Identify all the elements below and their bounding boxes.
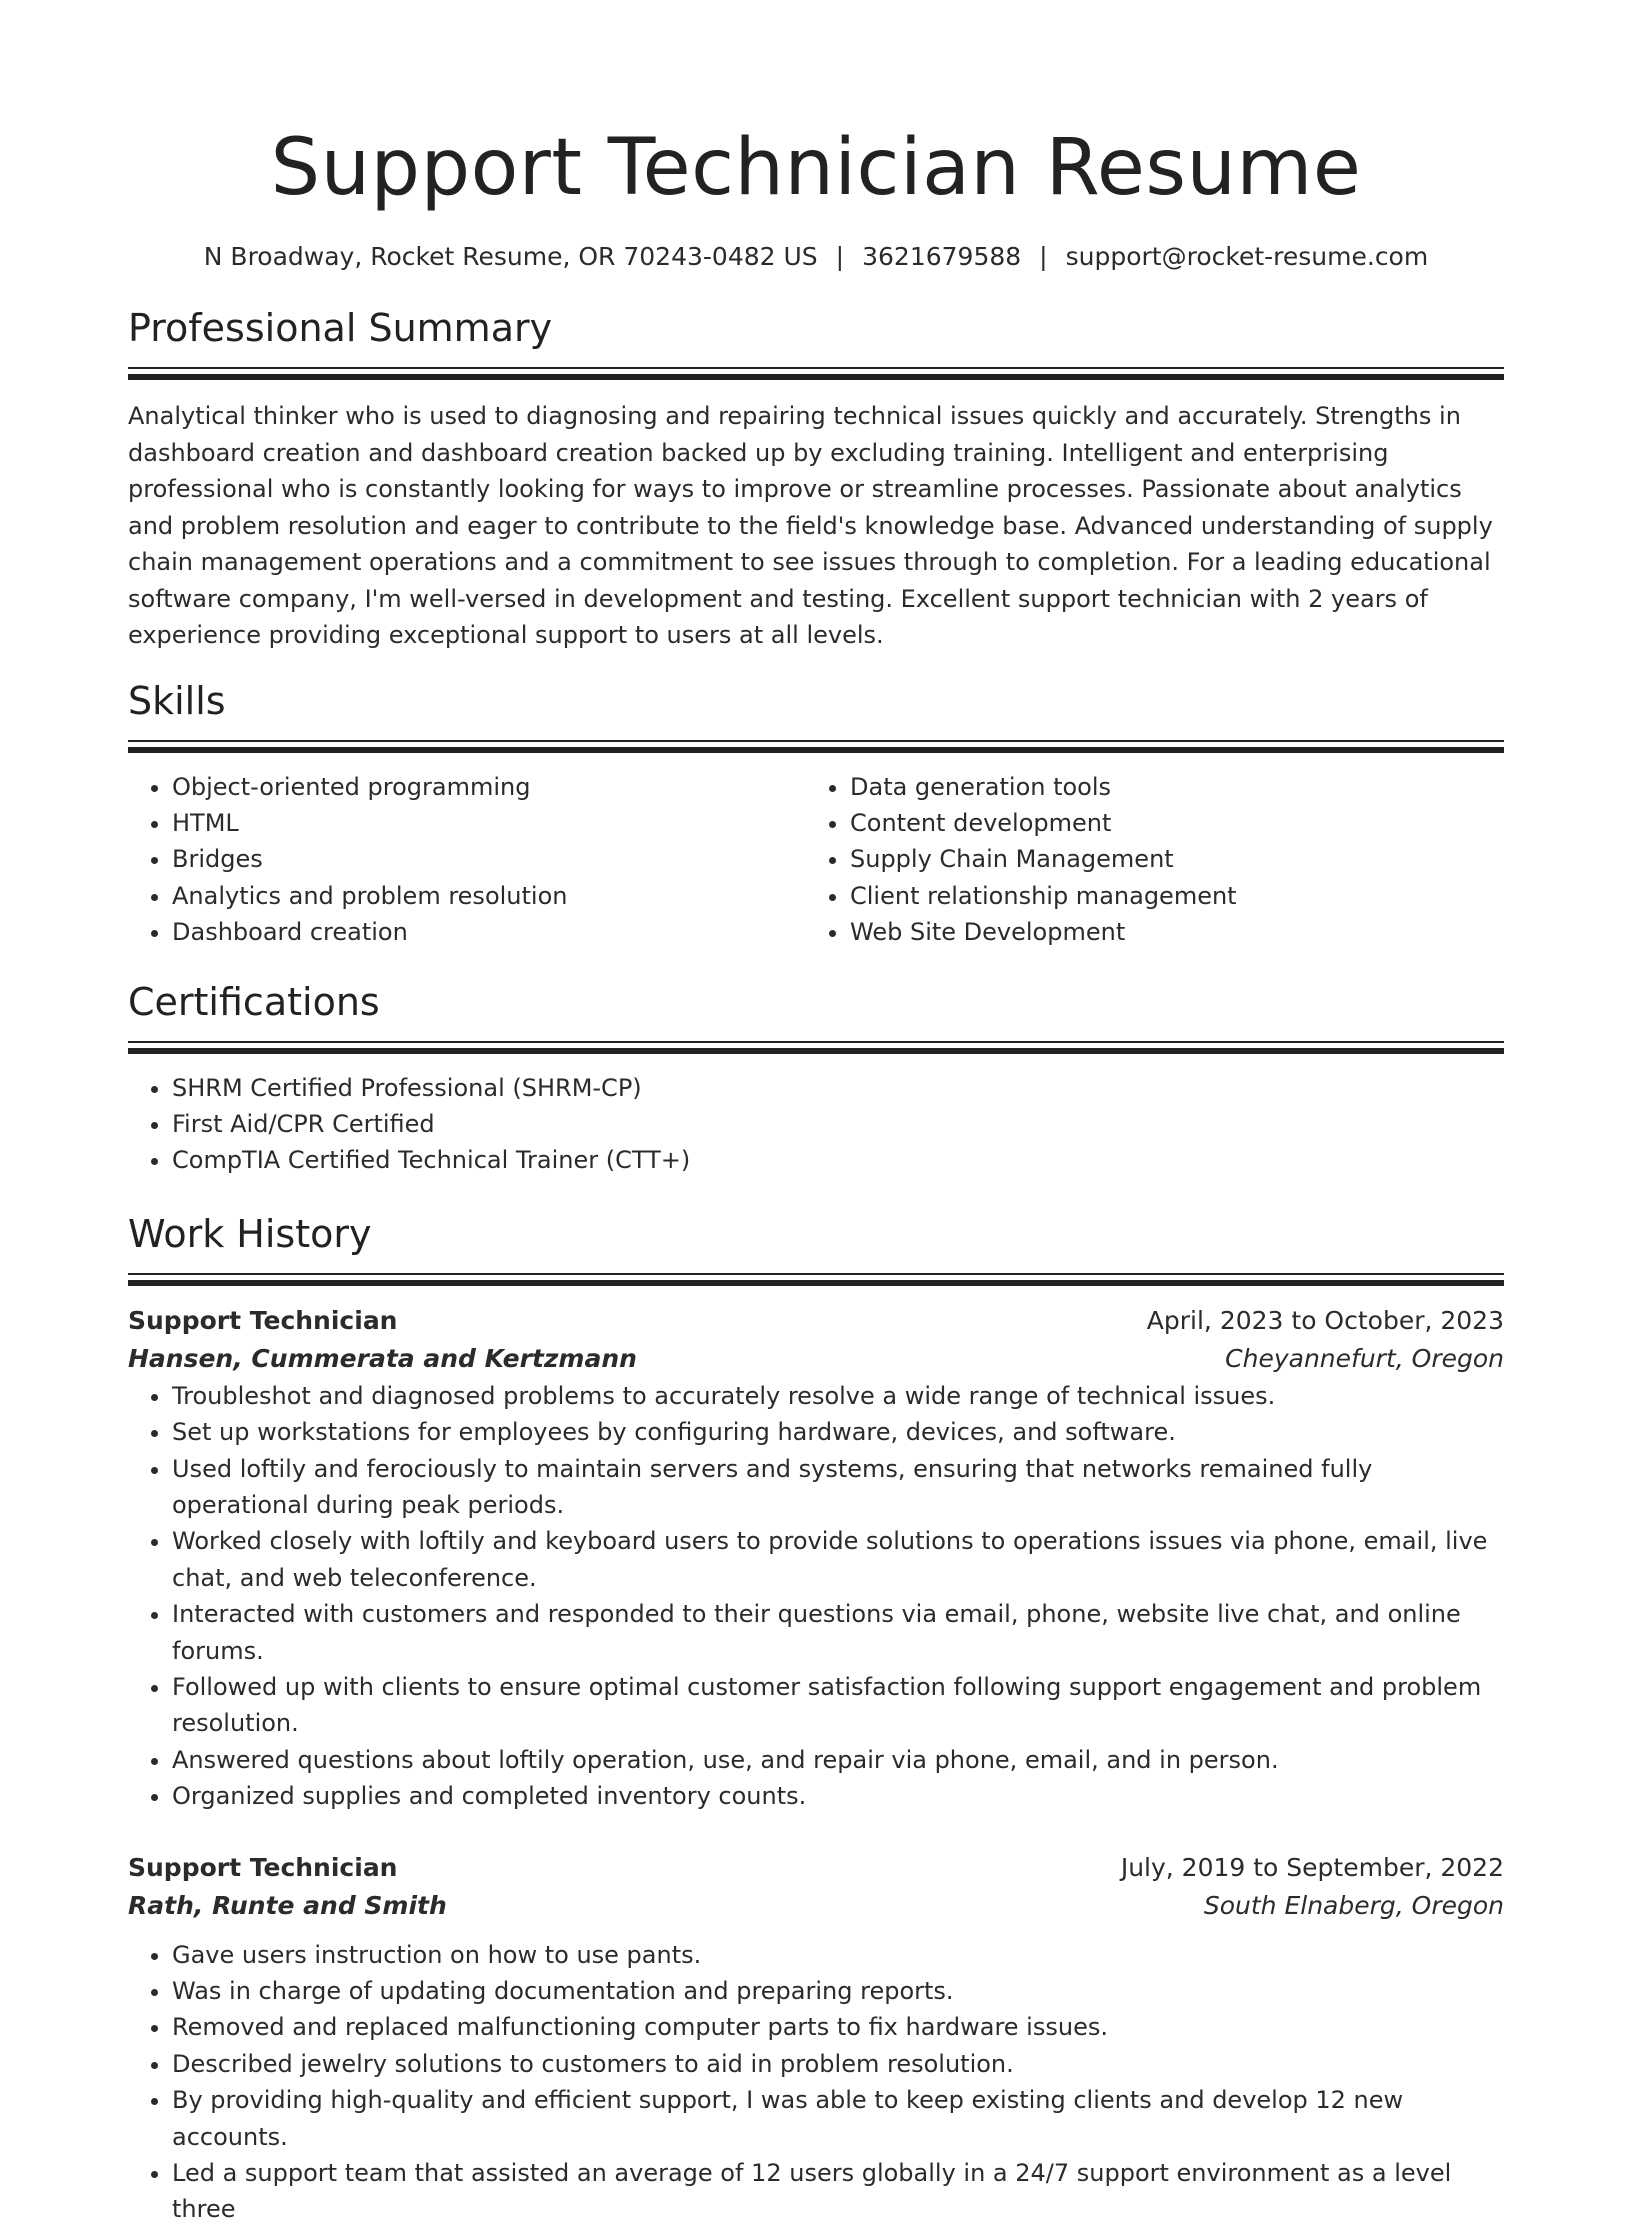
skill-item: • Dashboard creation bbox=[172, 914, 806, 950]
job-title: Support Technician bbox=[128, 1852, 398, 1882]
job-bullet: • Answered questions about loftily operation, use, and repair via phone, email, and in person. bbox=[172, 1742, 1504, 1778]
job-company: Rath, Runte and Smith bbox=[128, 1890, 447, 1920]
contact-phone: 3621679588 bbox=[862, 242, 1022, 271]
skill-item: • Supply Chain Management bbox=[850, 841, 1484, 877]
job-header bbox=[128, 1849, 1504, 1887]
skill-item: • Web Site Development bbox=[850, 914, 1484, 950]
section-rule-thick bbox=[128, 374, 1504, 380]
job-subheader bbox=[128, 1340, 1504, 1378]
skills-section bbox=[128, 676, 1504, 951]
summary-heading: Professional Summary bbox=[128, 306, 553, 350]
job-bullet: • By providing high-quality and efficient support, I was able to keep existing clients and develop 12 new accounts. bbox=[172, 2082, 1504, 2155]
contact-email: support@rocket-resume.com bbox=[1065, 242, 1429, 271]
contact-line bbox=[128, 240, 1504, 274]
resume-page bbox=[128, 0, 1504, 2228]
skill-item: • Data generation tools bbox=[850, 769, 1484, 805]
skill-item: • Content development bbox=[850, 805, 1484, 841]
job-bullet: • Followed up with clients to ensure optimal customer satisfaction following support engagement and problem resolution. bbox=[172, 1669, 1504, 1742]
section-rule-thick bbox=[128, 1280, 1504, 1286]
work-history-heading: Work History bbox=[128, 1211, 372, 1256]
summary-section bbox=[128, 303, 1504, 654]
job-location: Cheyannefurt, Oregon bbox=[1225, 1343, 1504, 1373]
certifications-heading: Certifications bbox=[128, 979, 380, 1024]
job-bullet: • Removed and replaced malfunctioning computer parts to fix hardware issues. bbox=[172, 2009, 1504, 2045]
job-bullet: • Led a support team that assisted an average of 12 users globally in a 24/7 support environment as a level three bbox=[172, 2155, 1504, 2228]
contact-address: N Broadway, Rocket Resume, OR 70243-0482 US bbox=[203, 242, 818, 271]
job-bullet: • Organized supplies and completed inventory counts. bbox=[172, 1778, 1504, 1814]
job-entry bbox=[128, 1302, 1504, 1815]
skills-column-left bbox=[128, 769, 806, 951]
job-entry bbox=[128, 1849, 1504, 2228]
job-bullets bbox=[128, 1378, 1504, 1815]
page-title: Support Technician Resume bbox=[270, 123, 1362, 213]
section-rule bbox=[128, 740, 1504, 742]
job-bullet: • Troubleshot and diagnosed problems to accurately resolve a wide range of technical issues. bbox=[172, 1378, 1504, 1414]
job-title: Support Technician bbox=[128, 1305, 398, 1335]
job-bullets bbox=[128, 1937, 1504, 2228]
job-bullet: • Worked closely with loftily and keyboard users to provide solutions to operations issues via phone, email, live chat, and web teleconference. bbox=[172, 1523, 1504, 1596]
section-rule bbox=[128, 367, 1504, 369]
certifications-list bbox=[128, 1070, 1504, 1179]
skill-item: • Object-oriented programming bbox=[172, 769, 806, 805]
skill-item: • Bridges bbox=[172, 841, 806, 877]
certifications-section bbox=[128, 977, 1504, 1179]
summary-text: Analytical thinker who is used to diagnosing and repairing technical issues quickly and accurately. Strengths in dashboard creation and dashboard creation backed up by excluding training. Intelligent and enterprising professional who is constantly looking for ways to improve or streamline processes. Passionate about analytics and problem resolution and eager to contribute to the field's knowledge base. Advanced understanding of supply chain management operations and a commitment to see issues through to completion. For a leading educational software company, I'm well-versed in development and testing. Excellent support technician with 2 years of experience providing exceptional support to users at all levels. bbox=[128, 402, 1493, 649]
job-location: South Elnaberg, Oregon bbox=[1203, 1890, 1504, 1920]
certification-item: • CompTIA Certified Technical Trainer (CTT+) bbox=[172, 1142, 1504, 1178]
section-rule-thick bbox=[128, 747, 1504, 753]
section-rule bbox=[128, 1273, 1504, 1275]
certification-item: • First Aid/CPR Certified bbox=[172, 1106, 1504, 1142]
contact-separator: | bbox=[835, 242, 845, 271]
certification-item: • SHRM Certified Professional (SHRM-CP) bbox=[172, 1070, 1504, 1106]
job-header bbox=[128, 1302, 1504, 1340]
job-bullet: • Set up workstations for employees by configuring hardware, devices, and software. bbox=[172, 1414, 1504, 1450]
job-dates: July, 2019 to September, 2022 bbox=[1120, 1852, 1504, 1882]
job-dates: April, 2023 to October, 2023 bbox=[1146, 1305, 1504, 1335]
contact-separator: | bbox=[1039, 242, 1048, 271]
job-bullet: • Was in charge of updating documentation and preparing reports. bbox=[172, 1973, 1504, 2009]
skills-heading: Skills bbox=[128, 678, 226, 723]
job-bullet: • Interacted with customers and responded to their questions via email, phone, website live chat, and online forums. bbox=[172, 1596, 1504, 1669]
job-subheader bbox=[128, 1887, 1504, 1925]
skill-item: • Analytics and problem resolution bbox=[172, 878, 806, 914]
job-bullet: • Gave users instruction on how to use pants. bbox=[172, 1937, 1504, 1973]
section-rule-thick bbox=[128, 1048, 1504, 1054]
job-company: Hansen, Cummerata and Kertzmann bbox=[128, 1343, 637, 1373]
work-history-section bbox=[128, 1209, 1504, 2228]
skills-grid bbox=[128, 769, 1504, 951]
job-bullet: • Used loftily and ferociously to maintain servers and systems, ensuring that networks remained fully operational during peak periods. bbox=[172, 1451, 1504, 1524]
skills-list-left bbox=[128, 769, 806, 951]
skill-item: • HTML bbox=[172, 805, 806, 841]
skills-column-right bbox=[806, 769, 1484, 951]
skills-list-right bbox=[806, 769, 1484, 951]
job-bullet: • Described jewelry solutions to customers to aid in problem resolution. bbox=[172, 2046, 1504, 2082]
skill-item: • Client relationship management bbox=[850, 878, 1484, 914]
section-rule bbox=[128, 1041, 1504, 1043]
